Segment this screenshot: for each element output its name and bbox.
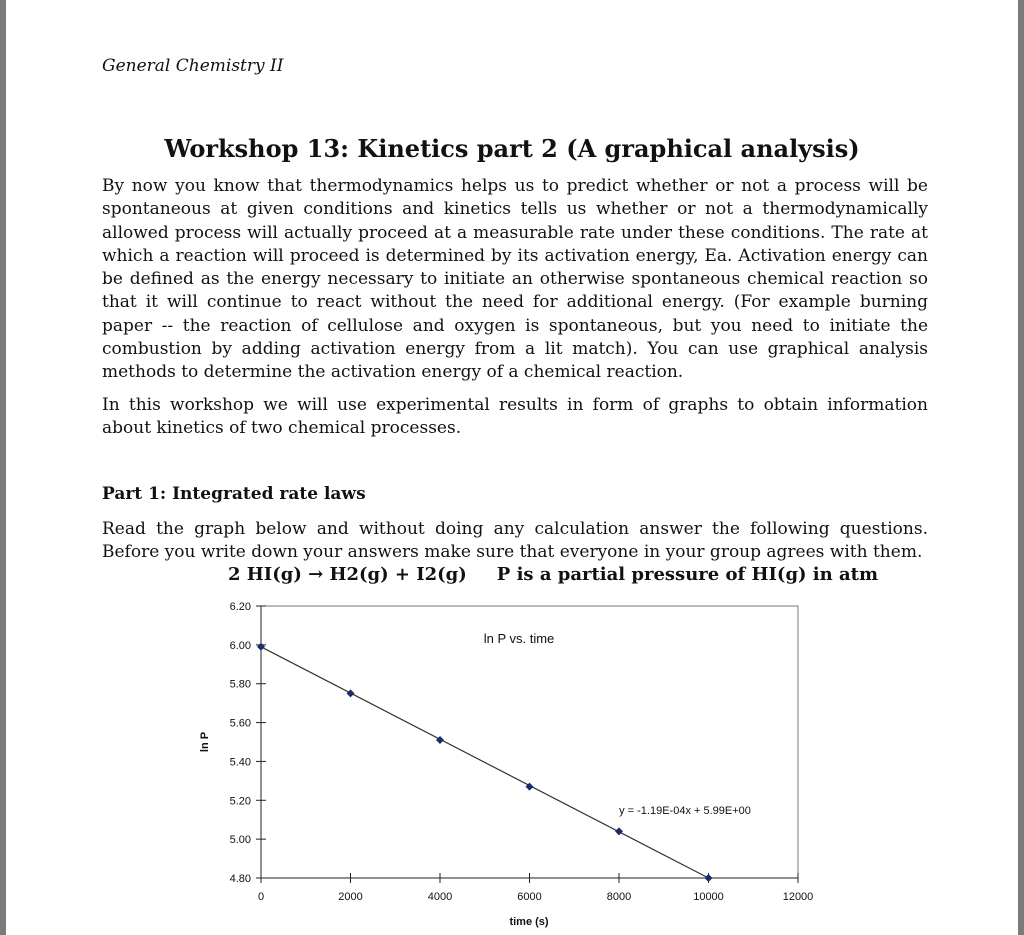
x-tick-label: 2000 xyxy=(338,891,363,903)
part1-instructions: Read the graph below and without doing any calculation answer the following questions. Before you write down your answers make sure that everyone in your group agrees with them. xyxy=(102,519,928,563)
data-point xyxy=(705,874,713,882)
y-tick-label: 6.20 xyxy=(229,601,251,613)
intro-paragraph: By now you know that thermodynamics helps us to predict whether or not a process will be spontaneous at given conditions and kinetics tells us whether or not a thermodynamically allowed process will actually proceed at a measurable rate under these conditions. The rate at which a reaction will proceed is determined by its activation energy, Ea. Activation energy can be defined as the energy necessary to initiate an otherwise spontaneous chemical reaction so that it will continue to react without the need for additional energy. (For example burning paper -- the reaction of cellulose and oxygen is spontaneous, but you need to initiate the combustion by adding activation energy from a lit match). You can use graphical analysis methods to determine the activation energy of a chemical reaction. xyxy=(102,176,928,383)
y-tick-label: 4.80 xyxy=(229,873,251,885)
equation-line xyxy=(228,564,878,585)
x-tick-label: 0 xyxy=(257,891,265,903)
x-tick-label: 12000 xyxy=(782,891,814,903)
trendline-equation: y = -1.19E-04x + 5.99E+00 xyxy=(619,805,751,817)
data-point xyxy=(257,643,265,651)
ln-p-vs-time-chart xyxy=(190,590,830,935)
second-paragraph: In this workshop we will use experimental results in form of graphs to obtain information about kinetics of two chemical processes. xyxy=(102,395,928,439)
y-tick-label: 5.00 xyxy=(229,834,251,847)
x-tick-label: 6000 xyxy=(517,891,542,903)
y-tick-label: 5.40 xyxy=(229,756,251,769)
pressure-note: P is a partial pressure of HI(g) in atm xyxy=(496,564,879,585)
x-tick-label: 10000 xyxy=(693,891,724,903)
trendline xyxy=(261,647,709,878)
plot-area-border xyxy=(261,606,798,878)
course-header: General Chemistry II xyxy=(102,56,284,76)
x-axis-label: time (s) xyxy=(509,916,549,928)
x-tick-label: 4000 xyxy=(427,891,453,903)
chart-axes xyxy=(256,606,798,883)
y-axis-label: ln P xyxy=(199,731,211,753)
document-title: Workshop 13: Kinetics part 2 (A graphical analysis) xyxy=(164,134,860,163)
data-series xyxy=(257,643,713,882)
y-tick-label: 5.80 xyxy=(229,678,251,691)
y-tick-label: 6.00 xyxy=(229,639,251,652)
reaction-equation: 2 HI(g) → H2(g) + I2(g) xyxy=(228,564,467,585)
data-point xyxy=(615,827,623,835)
y-tick-labels xyxy=(230,601,251,885)
x-tick-labels xyxy=(258,891,813,903)
y-tick-label: 5.60 xyxy=(229,717,251,730)
part1-heading: Part 1: Integrated rate laws xyxy=(102,484,366,504)
chart-title: ln P vs. time xyxy=(483,631,555,646)
y-tick-label: 5.20 xyxy=(229,795,251,808)
x-tick-label: 8000 xyxy=(606,891,632,903)
data-point xyxy=(347,689,355,697)
